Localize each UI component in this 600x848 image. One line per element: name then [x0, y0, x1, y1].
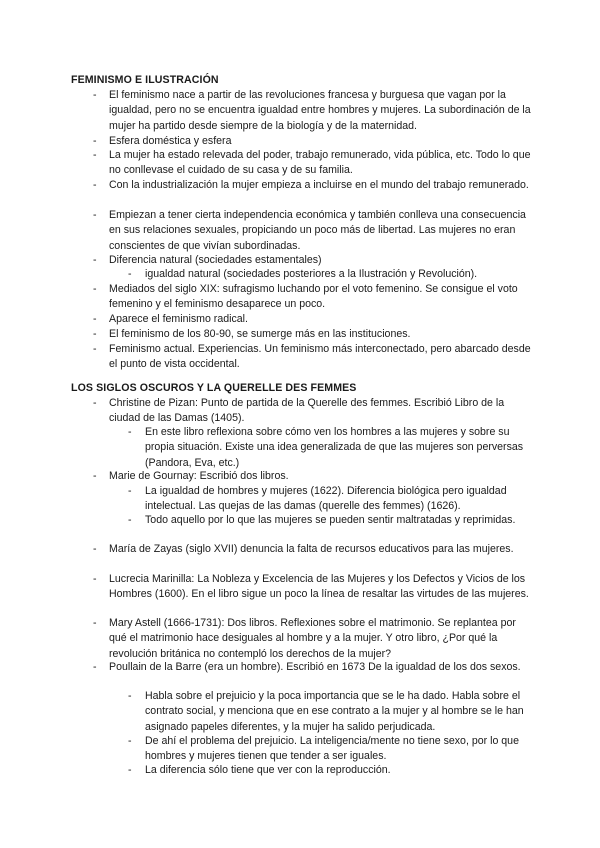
- bullet-dash: -: [128, 764, 132, 776]
- bullet-dash: -: [93, 573, 97, 585]
- list-item-text: En este libro reflexiona sobre cómo ven los hombres a las mujeres y sobre su propia situación. Existe una idea generalizada de que las mujeres son perversas (Pandora, Eva, etc.): [145, 426, 524, 469]
- list-item-text: Lucrecia Marinilla: La Nobleza y Excelencia de las Mujeres y los Defectos y Vicios de los Hombres (1600). En el libro sigue un poco la línea de resaltar las virtudes de las mujeres.: [109, 573, 529, 601]
- bullet-dash: -: [128, 514, 132, 526]
- bullet-dash: -: [128, 485, 132, 497]
- list-item-text: Esfera doméstica y esfera: [109, 135, 232, 147]
- bullet-dash: -: [93, 209, 97, 221]
- bullet-dash: -: [93, 343, 97, 355]
- list-item-text: Christine de Pizan: Punto de partida de la Querelle des femmes. Escribió Libro de la ciudad de las Damas (1405).: [109, 397, 505, 425]
- list-item-text: Todo aquello por lo que las mujeres se pueden sentir maltratadas y reprimidas.: [145, 514, 516, 526]
- bullet-dash: -: [93, 135, 97, 147]
- bullet-dash: -: [93, 89, 97, 101]
- bullet-dash: -: [128, 268, 132, 280]
- list-item-text: El feminismo de los 80-90, se sumerge más en las instituciones.: [109, 328, 411, 340]
- bullet-dash: -: [93, 617, 97, 629]
- bullet-dash: -: [93, 179, 97, 191]
- list-item-text: Marie de Gournay: Escribió dos libros.: [109, 470, 289, 482]
- bullet-dash: -: [93, 149, 97, 161]
- bullet-dash: -: [93, 661, 97, 673]
- list-item-text: Con la industrialización la mujer empieza a incluirse en el mundo del trabajo remunerado.: [109, 179, 529, 191]
- list-item-text: La diferencia sólo tiene que ver con la reproducción.: [145, 764, 391, 776]
- list-item-text: Habla sobre el prejuicio y la poca importancia que se le ha dado. Habla sobre el contrato social, y menciona que en ese contrato a la mujer y al hombre se le han asignado papeles diferentes, y la mujer ha salido perjudicada.: [145, 690, 524, 733]
- bullet-dash: -: [128, 735, 132, 747]
- list-item-text: igualdad natural (sociedades posteriores a la Ilustración y Revolución).: [145, 268, 478, 280]
- list-item-text: Aparece el feminismo radical.: [109, 313, 248, 325]
- bullet-dash: -: [93, 470, 97, 482]
- bullet-dash: -: [93, 397, 97, 409]
- list-item-text: Empiezan a tener cierta independencia económica y también conlleva una consecuencia en sus relaciones sexuales, propiciando un poco más de libertad. Las mujeres no eran conscientes de que vivían subordinadas.: [109, 209, 526, 252]
- bullet-dash: -: [93, 254, 97, 266]
- bullet-dash: -: [128, 426, 132, 438]
- list-item-text: La igualdad de hombres y mujeres (1622). Diferencia biológica pero igualdad intelectual. Las quejas de las damas (querelle des femmes) (1626).: [145, 485, 507, 513]
- list-item-text: El feminismo nace a partir de las revoluciones francesa y burguesa que vagan por la igualdad, pero no se encuentra igualdad entre hombres y mujeres. La subordinación de la mujer ha partido desde siempre de la biología y de la maternidad.: [109, 89, 531, 132]
- section-heading-siglos-oscuros: LOS SIGLOS OSCUROS Y LA QUERELLE DES FEMMES: [71, 382, 357, 394]
- list-item-text: Diferencia natural (sociedades estamentales): [109, 254, 322, 266]
- list-item-text: María de Zayas (siglo XVII) denuncia la falta de recursos educativos para las mujeres.: [109, 543, 514, 555]
- list-item-text: Poullain de la Barre (era un hombre). Escribió en 1673 De la igualdad de los dos sexos.: [109, 661, 521, 673]
- bullet-dash: -: [93, 283, 97, 295]
- list-item-text: Feminismo actual. Experiencias. Un feminismo más interconectado, pero abarcado desde el punto de vista occidental.: [109, 343, 531, 371]
- list-item-text: Mary Astell (1666-1731): Dos libros. Reflexiones sobre el matrimonio. Se replantea por qué el matrimonio hace desiguales al hombre y a la mujer. Y otro libro, ¿Por qué la revolución británica no contempló los derechos de la mujer?: [109, 617, 516, 660]
- list-item-text: Mediados del siglo XIX: sufragismo luchando por el voto femenino. Se consigue el voto femenino y el feminismo desaparece un poco.: [109, 283, 518, 311]
- bullet-dash: -: [93, 543, 97, 555]
- bullet-dash: -: [128, 690, 132, 702]
- bullet-dash: -: [93, 328, 97, 340]
- list-item-text: La mujer ha estado relevada del poder, trabajo remunerado, vida pública, etc. Todo lo que no conllevase el cuidado de su casa y de su familia.: [109, 149, 531, 177]
- section-heading-feminismo: FEMINISMO E ILUSTRACIÓN: [71, 74, 219, 86]
- bullet-dash: -: [93, 313, 97, 325]
- list-item-text: De ahí el problema del prejuicio. La inteligencia/mente no tiene sexo, por lo que hombres y mujeres tienen que tender a ser iguales.: [145, 735, 519, 763]
